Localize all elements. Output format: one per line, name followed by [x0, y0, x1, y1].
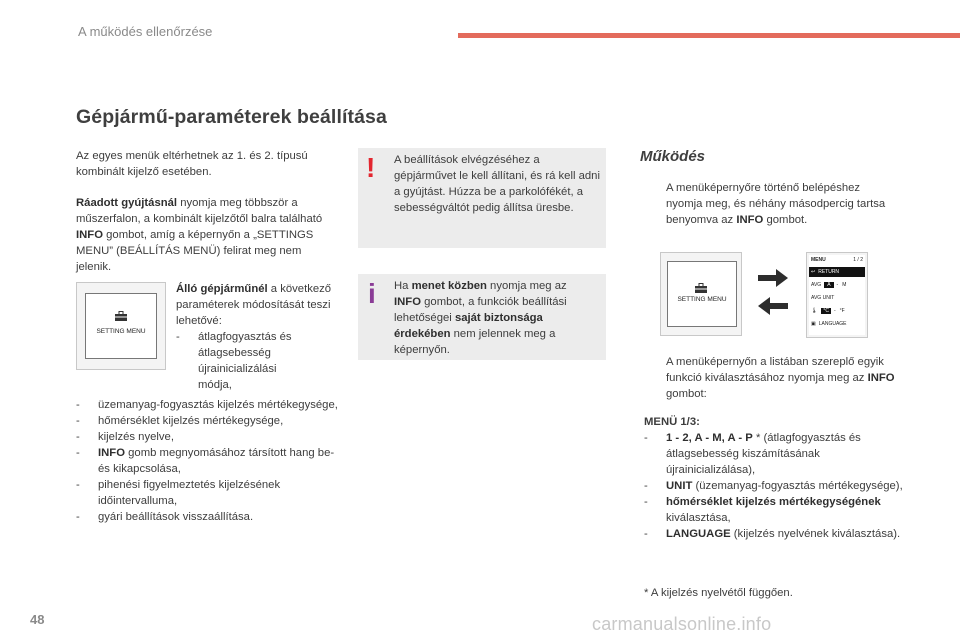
menu-1-3-label: MENÜ 1/3: [644, 416, 700, 428]
step1-text [666, 180, 896, 228]
return-icon: ↩ [811, 269, 816, 275]
list-item-text: * (átlagfogyasztás és átlagsebesség kiszámításának újrainicializálása), [666, 432, 861, 476]
list-item [76, 397, 342, 413]
setting-menu-label: SETTING MENU [96, 328, 146, 335]
ignition-paragraph [76, 195, 338, 275]
watermark: carmanualsonline.info [592, 614, 772, 634]
list-item-bold: 1 - 2, A - M, A - P [666, 432, 753, 444]
display-screen [667, 261, 737, 327]
step1-part: A menüképernyőre történő belépéshez nyomja meg, és néhány másodpercig tartsa benyomva az [666, 182, 886, 226]
step2-bold: INFO [867, 372, 895, 384]
info-text-part: nem jelennek meg a képernyőn. [394, 328, 556, 356]
list-dash: - [644, 528, 648, 540]
menu-row-language [809, 319, 865, 329]
language-icon: ▣ [811, 321, 816, 327]
info-text-part: nyomja meg az [486, 280, 567, 292]
menu-header [809, 255, 865, 265]
list-item [76, 445, 342, 477]
stationary-text: a következő paraméterek módosítását teszi lehetővé: [176, 283, 332, 327]
info-note [358, 274, 606, 360]
thermometer-icon: 🌡 [811, 308, 818, 314]
menu-row-value: °F [839, 308, 845, 314]
menu-page-indicator: 1 / 2 [853, 257, 863, 263]
list-item-text: hőmérséklet kijelzés mértékegysége, [98, 415, 284, 427]
step2-part: A menüképernyőn a listában szereplő egyik funkció kiválasztásához nyomja meg az [666, 356, 884, 384]
list-item [644, 430, 910, 478]
menu-row-label: RETURN [818, 269, 840, 275]
list-dash: - [176, 331, 180, 343]
list-item [76, 413, 342, 429]
list-dash: - [76, 511, 80, 523]
setting-menu-screen-illustration [660, 252, 742, 336]
list-dash: - [76, 431, 80, 443]
list-item [76, 509, 342, 525]
list-dash: - [644, 480, 648, 492]
list-item-text: kiválasztása, [666, 512, 731, 524]
stationary-list-item [176, 329, 304, 393]
list-item-text: átlagfogyasztás és átlagsebesség újrainicializálási módja, [198, 331, 292, 391]
step2-part: gombot: [666, 388, 707, 400]
list-dash: - [76, 447, 80, 459]
operation-heading: Működés [640, 148, 706, 165]
menu-row-dash: - [833, 308, 836, 314]
menu-row-label: LANGUAGE [818, 321, 847, 327]
menu-row-value: M [842, 282, 847, 288]
warning-text: A beállítások elvégzéséhez a gépjárművet le kell állítani, és rá kell adni a gyújtást. Húzza be a parkolófékét, a sebességváltót pedig állítsa üresbe. [394, 154, 600, 214]
menu-row-label: AVG UNIT [811, 295, 835, 301]
list-item-bold: INFO [98, 447, 125, 459]
list-item [76, 477, 342, 509]
menu-screen-illustration [806, 252, 868, 338]
step1-part: gombot. [763, 214, 808, 226]
arrow-right-icon [756, 268, 790, 288]
page-title: Gépjármű-paraméterek beállítása [76, 106, 387, 128]
page-number: 48 [30, 612, 45, 627]
info-text-bold: saját biztonsága érdekében [394, 312, 543, 340]
info-button-label: INFO [76, 229, 103, 241]
intro-paragraph: Az egyes menük eltérhetnek az 1. és 2. típusú kombinált kijelző esetében. [76, 150, 308, 178]
list-item-text: gyári beállítások visszaállítása. [98, 511, 254, 523]
footnote: * A kijelzés nyelvétől függően. [644, 587, 793, 599]
list-item-bold: LANGUAGE [666, 528, 731, 540]
list-item [644, 526, 910, 542]
section-header-title: A működés ellenőrzése [78, 24, 213, 39]
list-item-text: gomb megnyomásához társított hang be- és kikapcsolása, [98, 447, 335, 475]
info-text [394, 278, 594, 358]
list-item [76, 429, 342, 445]
list-item-bold: hőmérséklet kijelzés mértékegységének [666, 496, 881, 508]
list-item-text: (üzemanyag-fogyasztás mértékegysége), [692, 480, 903, 492]
info-text-part: gombot, a funkciók beállítási lehetőségei [394, 296, 567, 324]
menu-row-avg [809, 280, 865, 290]
list-dash: - [76, 399, 80, 411]
info-text-part: Ha [394, 280, 412, 292]
menu-screen [809, 255, 865, 335]
menu-row-label: AVG [811, 282, 822, 288]
list-item-text: kijelzés nyelve, [98, 431, 174, 443]
toolbox-icon [114, 308, 128, 318]
list-dash: - [76, 415, 80, 427]
display-screen [85, 293, 157, 359]
ignition-bold: Ráadott gyújtásnál [76, 197, 178, 209]
ignition-text: nyomja meg többször a műszerfalon, a kombinált kijelzőtől balra található [76, 197, 323, 225]
list-dash: - [644, 496, 648, 508]
list-item-text: pihenési figyelmeztetés kijelzésének időintervalluma, [98, 479, 281, 507]
menu-row-chip: A [824, 282, 833, 288]
list-dash: - [644, 432, 648, 444]
menu-row-chip: °C [823, 308, 829, 314]
warning-icon: ! [366, 152, 376, 183]
stationary-paragraph [176, 281, 346, 329]
list-item-text: üzemanyag-fogyasztás kijelzés mértékegysége, [98, 399, 338, 411]
stationary-bold: Álló gépjárműnél [176, 283, 268, 295]
info-text-bold: menet közben [411, 280, 487, 292]
menu-row-return [809, 267, 865, 277]
list-item-bold: UNIT [666, 480, 693, 492]
setting-menu-label: SETTING MENU [677, 296, 727, 303]
header-accent-bar [458, 33, 960, 38]
toolbox-icon [694, 280, 708, 290]
menu-row-dash: - [836, 282, 839, 288]
list-item [644, 478, 910, 494]
step2-text [666, 354, 904, 402]
arrow-left-icon [756, 296, 790, 316]
settings-list [76, 397, 342, 525]
list-item [644, 494, 910, 526]
list-dash: - [76, 479, 80, 491]
list-item-text: (kijelzés nyelvének kiválasztása). [730, 528, 901, 540]
menu-items-list [644, 430, 910, 542]
ignition-text-2: gombot, amíg a képernyőn a „SETTINGS MENU” (BEÁLLÍTÁS MENÜ) felirat meg nem jelenik. [76, 229, 314, 273]
menu-title: MENU [811, 257, 826, 263]
menu-row-temperature [809, 306, 865, 316]
menu-row-avg-unit [809, 293, 865, 303]
info-text-bold: INFO [394, 296, 421, 308]
setting-menu-illustration [76, 282, 166, 370]
warning-note [358, 148, 606, 248]
step1-bold: INFO [736, 214, 764, 226]
info-icon: i [368, 278, 376, 309]
